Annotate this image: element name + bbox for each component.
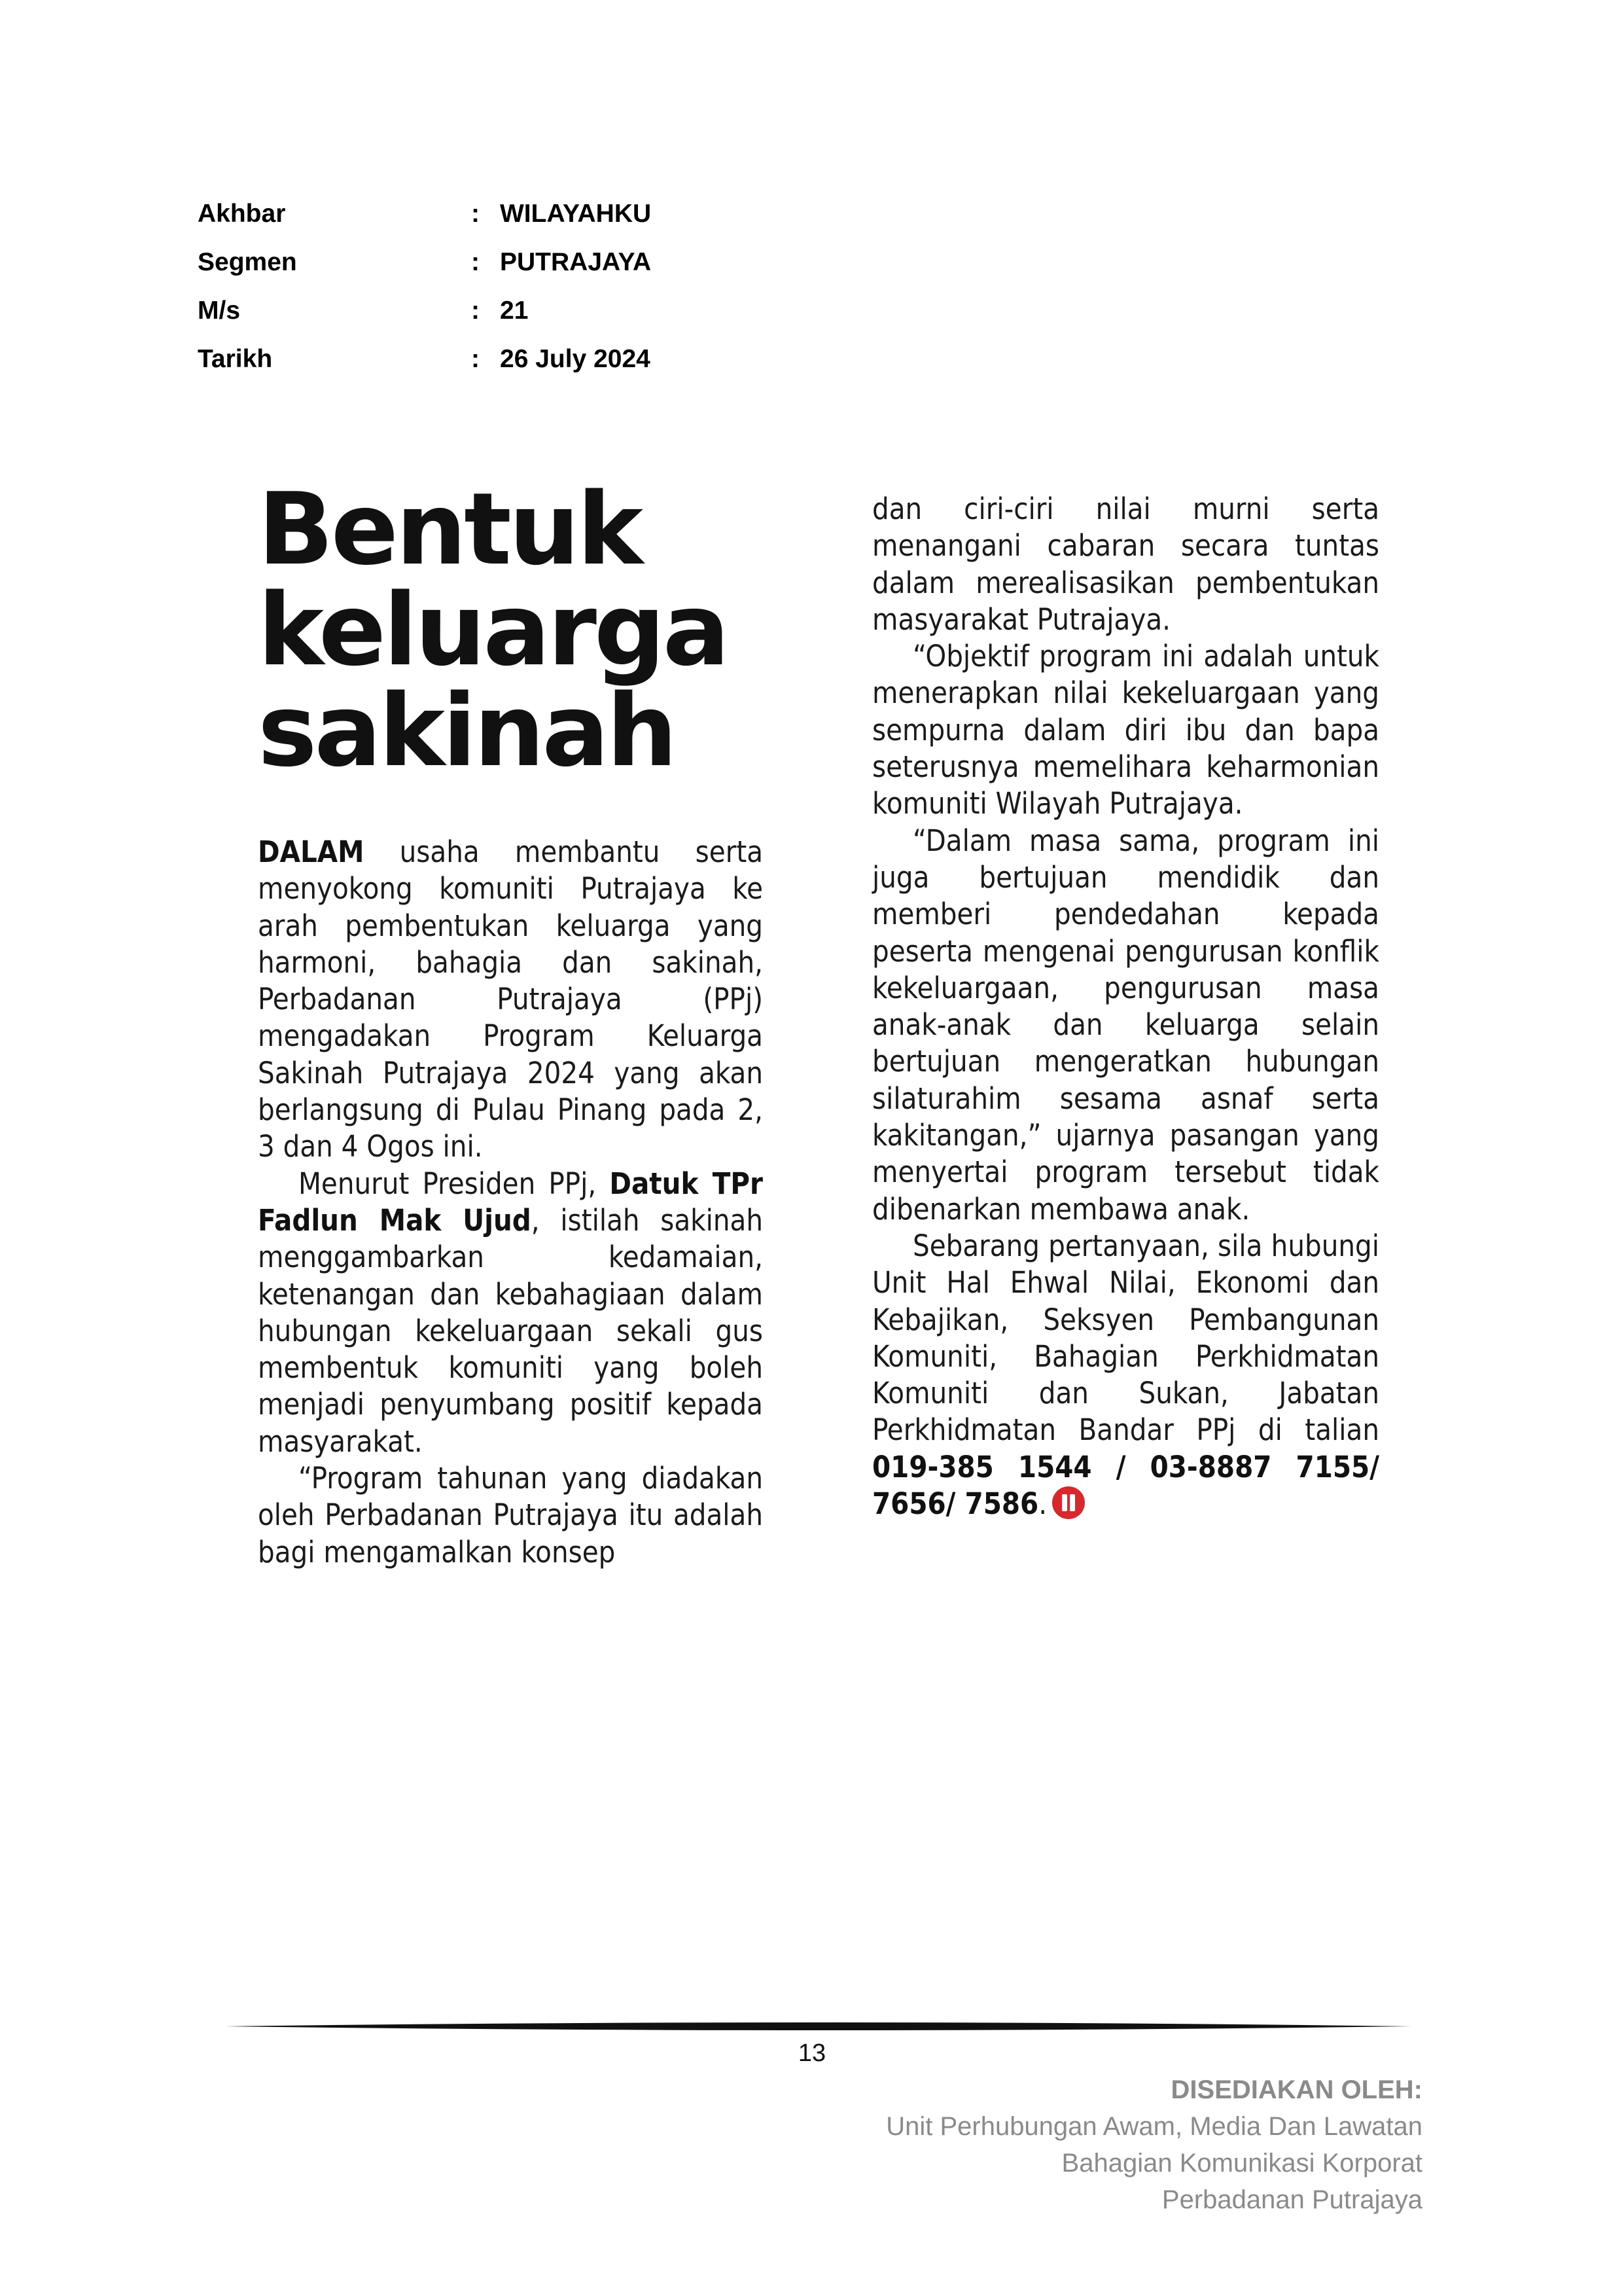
headline-line: keluarga xyxy=(258,572,728,688)
footer-line: Bahagian Komunikasi Korporat xyxy=(1061,2149,1422,2178)
article-paragraph: “Program tahunan yang diadakan oleh Perbadanan Putrajaya itu adalah bagi mengamalkan konsep xyxy=(258,1461,763,1570)
person-name: Datuk TPr Fadlun Mak Ujud xyxy=(258,1166,763,1238)
article-paragraph: “Dalam masa sama, program ini juga bertujuan mendidik dan memberi pendedahan kepada peserta mengenai pengurusan konflik kekeluargaan, pengurusan masa anak-anak dan keluarga selain bertujuan mengeratkan hubungan silaturahim sesama asnaf serta kakitangan,” ujarnya pasangan yang menyertai program tersebut tidak dibenarkan membawa anak. xyxy=(872,823,1379,1227)
article-headline xyxy=(258,471,728,789)
meta-label: Segmen xyxy=(198,248,297,276)
meta-value: 26 July 2024 xyxy=(500,345,650,373)
paragraph-text: Sebarang pertanyaan, sila hubungi Unit Hal Ehwal Nilai, Ekonomi dan Kebajikan, Seksyen Pembangunan Komuniti, Bahagian Perkhidmatan Komuniti dan Sukan, Jabatan Perkhidmatan Bandar PPj di talian xyxy=(872,1228,1379,1448)
prepared-by-heading: DISEDIAKAN OLEH: xyxy=(1171,2075,1422,2104)
meta-row-ms xyxy=(198,287,786,335)
footer-line: Unit Perhubungan Awam, Media Dan Lawatan xyxy=(886,2112,1422,2141)
page-divider xyxy=(226,2018,1411,2034)
meta-value: 21 xyxy=(500,296,529,325)
article-paragraph: dan ciri-ciri nilai murni serta menangani cabaran secara tuntas dalam merealisasikan pembentukan masyarakat Putrajaya. xyxy=(872,492,1379,637)
meta-row-segmen xyxy=(198,238,786,287)
publication-endmark-icon xyxy=(1052,1486,1085,1519)
paragraph-text: Menurut Presiden PPj, xyxy=(298,1166,610,1201)
meta-colon: : xyxy=(471,200,480,228)
meta-colon: : xyxy=(471,296,480,325)
meta-row-akhbar xyxy=(198,190,786,238)
meta-row-tarikh xyxy=(198,335,786,384)
meta-value: WILAYAHKU xyxy=(500,200,652,228)
prepared-by-footer xyxy=(886,2072,1422,2218)
footer-line: Perbadanan Putrajaya xyxy=(1161,2185,1422,2214)
paragraph-text: usaha membantu serta menyokong komuniti Putrajaya ke arah pembentukan keluarga yang harmoni, bahagia dan sakinah, Perbadanan Putrajaya (PPj) mengadakan Program Keluarga Sakinah Putrajaya 2024 yang akan berlangsung di Pulau Pinang pada 2, 3 dan 4 Ogos ini. xyxy=(258,834,763,1164)
meta-colon: : xyxy=(471,345,480,373)
article-column-left xyxy=(258,834,763,1571)
paragraph-text: , istilah sakinah menggambarkan kedamaian, ketenangan dan kebahagiaan dalam hubungan kekeluargaan sekali gus membentuk komuniti yang boleh menjadi penyumbang positif kepada masyarakat. xyxy=(258,1202,763,1459)
meta-label: Tarikh xyxy=(198,345,273,373)
paragraph-text: . xyxy=(1038,1486,1048,1522)
headline-line: sakinah xyxy=(258,673,675,789)
article-column-right xyxy=(872,491,1379,1522)
article-paragraph xyxy=(258,834,763,1166)
article-lead-word: DALAM xyxy=(258,834,364,869)
article-paragraph xyxy=(258,1166,763,1460)
article-paragraph: “Objektif program ini adalah untuk menerapkan nilai kekeluargaan yang sempurna dalam diri ibu dan bapa seterusnya memelihara keharmonian komuniti Wilayah Putrajaya. xyxy=(872,639,1379,821)
page-number: 13 xyxy=(798,2039,826,2067)
meta-value: PUTRAJAYA xyxy=(500,248,652,276)
meta-label: Akhbar xyxy=(198,200,286,228)
contact-phones: 019-385 1544 / 03-8887 7155/ 7656/ 7586 xyxy=(872,1449,1379,1522)
meta-colon: : xyxy=(471,248,480,276)
article-paragraph xyxy=(872,1228,1379,1522)
headline-line: Bentuk xyxy=(258,471,641,587)
clipping-metadata xyxy=(198,190,786,384)
meta-label: M/s xyxy=(198,296,241,325)
newspaper-clipping xyxy=(243,471,1387,1573)
